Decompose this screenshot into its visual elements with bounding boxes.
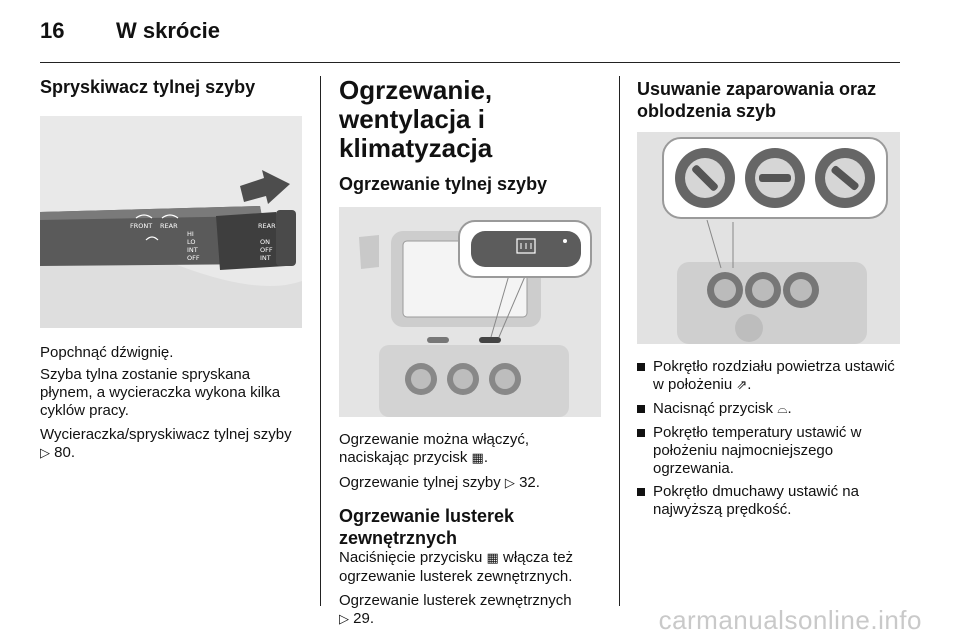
console-illustration xyxy=(339,207,601,417)
label-rear-2: REAR xyxy=(258,222,276,230)
list-item: Pokrętło temperatury ustawić w położeniu najmocniejszego ogrzewania. xyxy=(637,424,902,478)
rear-window-heating-icon: ▦ xyxy=(471,451,484,466)
mirror-heating-text-b: włącza też ogrzewanie lusterek zewnętrznych. xyxy=(339,549,574,585)
rear-heating-ref-text: Ogrzewanie tylnej szyby xyxy=(339,474,505,491)
step-end: . xyxy=(787,400,792,417)
page-number: 16 xyxy=(40,18,65,43)
column-climate xyxy=(339,76,601,629)
climate-controls-illustration xyxy=(637,132,900,344)
page-ref-arrow-icon: ▷ xyxy=(504,476,515,491)
subheading-mirror-heating: Ogrzewanie lusterek zewnętrznych xyxy=(339,506,515,548)
rear-heating-reference xyxy=(339,474,601,493)
reference-text: Wycieraczka/spryskiwacz tylnej szyby xyxy=(40,426,292,443)
defog-controls-figure xyxy=(637,132,900,344)
column-divider-1 xyxy=(320,76,321,606)
windscreen-defrost-icon: ⌓ xyxy=(777,402,788,417)
list-item: Pokrętło dmuchawy ustawić na najwyższą prędkość. xyxy=(637,483,902,519)
reference-page: 80. xyxy=(54,444,76,461)
rear-washer-description: Szyba tylna zostanie spryskana płynem, a wycieraczka wykona kilka cyklów pracy. xyxy=(40,366,281,419)
rear-heating-end: . xyxy=(483,449,489,466)
wiper-lever-figure xyxy=(40,116,302,328)
mirror-heating-description xyxy=(339,549,601,586)
list-item xyxy=(637,358,902,395)
rear-heating-text: Ogrzewanie można włączyć, naciskając przycisk xyxy=(339,431,530,466)
label-on: ON xyxy=(260,238,270,246)
step-press-button: Nacisnąć przycisk xyxy=(653,400,778,417)
rear-heating-instruction xyxy=(339,431,601,468)
windscreen-airflow-icon: ⇗ xyxy=(736,378,748,393)
page-ref-arrow-icon: ▷ xyxy=(40,446,50,461)
rear-washer-reference xyxy=(40,426,302,463)
rear-window-heating-icon: ▦ xyxy=(486,551,499,566)
header-rule xyxy=(40,62,900,63)
label-int: INT xyxy=(187,246,198,254)
label-off: OFF xyxy=(187,254,200,262)
label-int-2: INT xyxy=(260,254,271,262)
label-lo: LO xyxy=(187,238,196,246)
label-hi: HI xyxy=(187,230,194,238)
mirror-heating-ref-text: Ogrzewanie lusterek zewnętrznych xyxy=(339,592,572,609)
section-heading-defog: Usuwanie zaparowania oraz oblodzenia szyb xyxy=(637,79,877,121)
mirror-heating-reference xyxy=(339,592,601,629)
column-defog xyxy=(637,76,902,524)
page-header xyxy=(40,18,900,46)
step-air-distribution: Pokrętło rozdziału powietrza ustawić w położeniu xyxy=(653,358,895,393)
page-title: W skrócie xyxy=(116,18,220,43)
column-divider-2 xyxy=(619,76,620,606)
mirror-heating-text-a: Naciśnięcie przycisku xyxy=(339,549,487,566)
rear-heating-figure xyxy=(339,207,601,417)
instruction-push-lever: Popchnąć dźwignię. xyxy=(40,344,174,361)
section-heading-rear-washer: Spryskiwacz tylnej szyby xyxy=(40,77,256,97)
section-heading-climate: Ogrzewanie, wentylacja i klimatyzacja xyxy=(339,75,493,163)
defog-steps-list xyxy=(637,358,902,519)
page-ref-arrow-icon: ▷ xyxy=(339,612,349,627)
column-rear-washer xyxy=(40,76,302,463)
list-item xyxy=(637,400,902,419)
mirror-heating-ref-page: 29. xyxy=(353,610,375,627)
step-end: . xyxy=(747,376,752,393)
rear-heating-ref-page: 32. xyxy=(519,474,540,491)
subheading-rear-window-heating: Ogrzewanie tylnej szyby xyxy=(339,174,548,194)
label-rear: REAR xyxy=(160,222,178,230)
watermark: carmanualsonline.info xyxy=(658,605,922,635)
label-front: FRONT xyxy=(130,222,153,230)
wiper-lever-illustration xyxy=(40,116,302,328)
label-off-2: OFF xyxy=(260,246,273,254)
